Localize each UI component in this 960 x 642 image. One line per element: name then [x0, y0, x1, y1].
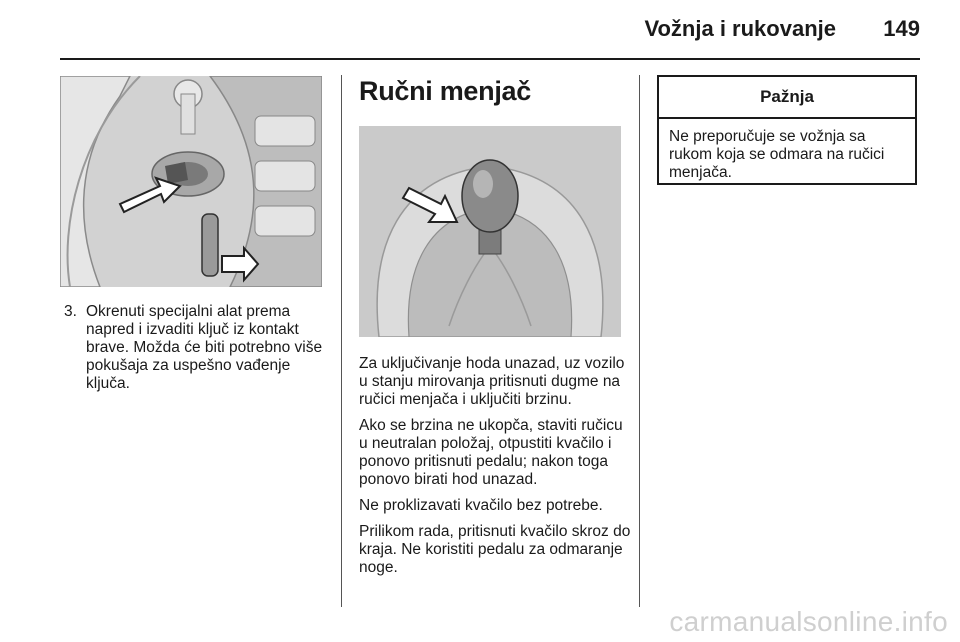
- paragraph: Za uključivanje hoda unazad, uz vozilo u stanju mirovanja pritisnuti dugme na ručici menjača i uključiti brzinu.: [359, 355, 625, 408]
- page-header: [60, 0, 920, 60]
- step-3: [64, 303, 336, 393]
- step-text: Okrenuti specijalni alat prema napred i izvaditi ključ iz kontakt brave. Možda će biti potrebno više pokušaja za uspešno vađenje ključa.: [86, 303, 323, 392]
- manual-transmission-text: [359, 355, 631, 585]
- paragraph: Ako se brzina ne ukopča, staviti ručicu u neutralan položaj, otpustiti kvačilo i ponovo pritisnuti pedalu; nakon toga ponovo birati hod unazad.: [359, 417, 623, 488]
- warning-title: Pažnja: [659, 77, 915, 119]
- header-rule: [60, 58, 920, 60]
- column-divider-left: [341, 75, 342, 607]
- section-title: Ručni menjač: [359, 76, 531, 106]
- step-number: 3.: [64, 303, 77, 320]
- warning-box: [657, 75, 917, 185]
- watermark: carmanualsonline.info: [669, 606, 948, 637]
- gear-shifter-illustration: [359, 126, 621, 337]
- key-removal-illustration: [60, 76, 322, 287]
- page-number: 149: [883, 16, 920, 41]
- chapter-title: Vožnja i rukovanje: [644, 16, 836, 41]
- column-divider-right: [639, 75, 640, 607]
- paragraph: Prilikom rada, pritisnuti kvačilo skroz do kraja. Ne koristiti pedalu za odmaranje noge.: [359, 523, 631, 576]
- warning-text: Ne preporučuje se vožnja sa rukom koja se odmara na ručici menjača.: [669, 128, 885, 181]
- paragraph: Ne proklizavati kvačilo bez potrebe.: [359, 497, 603, 514]
